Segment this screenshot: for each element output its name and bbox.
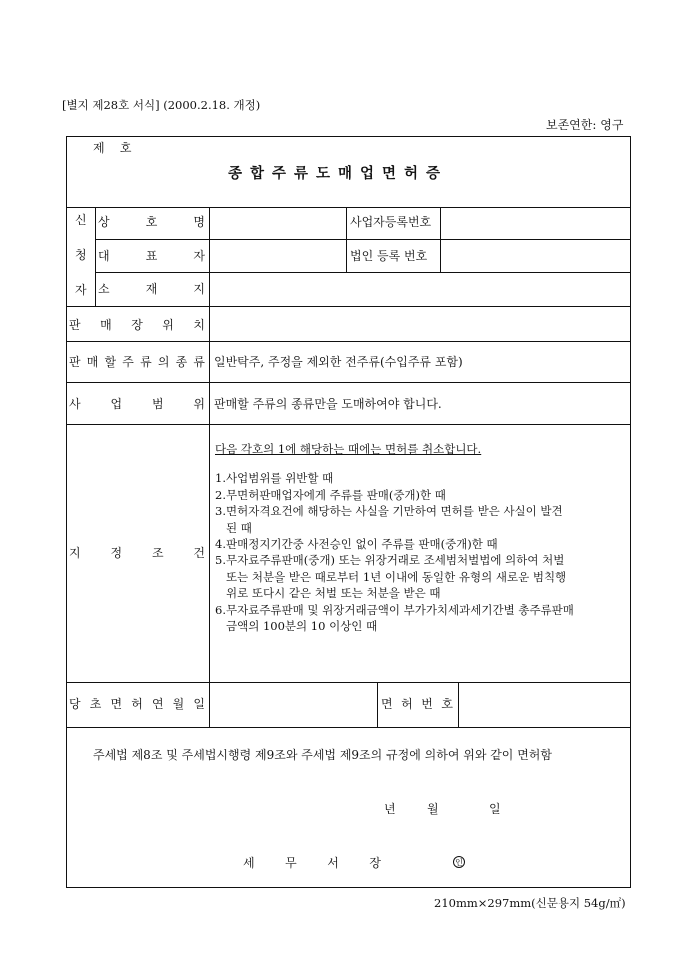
condition-line: 무자료주류판매 및 위장거래금액이 부가가치세과세기간별 총주류판매 [226, 602, 574, 617]
liquor-types-label [69, 355, 205, 369]
condition-number: 3. [215, 504, 226, 519]
license-number-label [381, 697, 453, 711]
condition-line: 사업범위를 위반할 때 [226, 471, 334, 486]
label-char: 표 [145, 249, 158, 263]
condition-line: 또는 처분을 받은 때로부터 1년 이내에 동일한 유형의 새로운 범칙행 [226, 569, 567, 584]
condition-text [226, 536, 498, 552]
original-license-date-label [69, 697, 205, 711]
condition-number: 6. [215, 602, 226, 617]
label-char: 류 [193, 355, 205, 369]
applicant-label-2: 청 [75, 248, 87, 262]
signatory-title [243, 856, 381, 870]
trade-name-label [98, 215, 205, 229]
condition-item [215, 602, 574, 635]
label-char: 류 [140, 355, 152, 369]
condition-text [226, 470, 333, 486]
label-char: 종 [175, 355, 188, 369]
label-char: 허 [131, 697, 143, 711]
label-char: 대 [98, 249, 110, 263]
label-char: 주 [122, 355, 134, 369]
label-char: 무 [285, 856, 297, 870]
condition-item [215, 536, 574, 552]
label-char: 면 [381, 697, 393, 711]
form-reference: [별지 제28호 서식] (2000.2.18. 개정) [62, 98, 261, 112]
condition-number: 2. [215, 487, 226, 502]
condition-text [226, 503, 563, 536]
liquor-types-value: 일반탁주, 주정을 제외한 전주류(수입주류 포함) [214, 355, 463, 369]
label-char: 지 [69, 546, 81, 560]
condition-number: 5. [215, 553, 226, 568]
condition-item [215, 503, 574, 536]
label-char: 의 [157, 355, 170, 369]
condition-number: 1. [215, 471, 226, 486]
corp-reg-no-label: 법인 등록 번호 [350, 249, 428, 263]
condition-text [226, 487, 446, 503]
condition-text [226, 552, 566, 601]
label-char: 매 [100, 318, 112, 332]
conditions-block [215, 441, 574, 634]
label-char: 면 [110, 697, 123, 711]
label-char: 연 [151, 697, 164, 711]
document-title: 종합주류도매업면허증 [228, 165, 449, 182]
label-char: 일 [193, 697, 205, 711]
condition-line: 된 때 [226, 520, 252, 535]
paper-spec: 210mm×297mm(신문용지 54g/㎡) [434, 896, 626, 910]
label-char: 지 [193, 282, 205, 296]
label-char: 서 [327, 856, 339, 870]
label-char: 장 [131, 318, 143, 332]
condition-line: 무자료주류판매(중개) 또는 위장거래로 조세범처벌법에 의하여 처벌 [226, 553, 565, 568]
label-char: 세 [243, 856, 255, 870]
label-char: 정 [110, 546, 123, 560]
label-char: 판 [69, 318, 81, 332]
seal-icon: 인 [453, 856, 465, 868]
label-char: 매 [86, 355, 99, 369]
label-char: 사 [69, 397, 81, 411]
condition-number: 4. [215, 537, 226, 552]
conditions-heading: 다음 각호의 1에 해당하는 때에는 면허를 취소합니다. [215, 442, 482, 456]
label-char: 판 [69, 355, 81, 369]
condition-item [215, 487, 574, 503]
label-char: 범 [151, 397, 164, 411]
label-char: 번 [421, 697, 433, 711]
condition-text [226, 602, 574, 635]
condition-item [215, 552, 574, 601]
label-char: 위 [193, 397, 205, 411]
business-scope-label [69, 397, 205, 411]
label-char: 명 [193, 215, 205, 229]
date-day: 일 [489, 802, 501, 816]
date-year: 년 [384, 802, 396, 816]
label-char: 할 [104, 355, 117, 369]
applicant-label-1: 신 [75, 213, 87, 227]
address-label [98, 282, 205, 296]
label-char: 호 [441, 697, 453, 711]
date-month: 월 [427, 802, 439, 816]
condition-line: 면허자격요건에 해당하는 사실을 기만하여 면허를 받은 사실이 발견 [226, 504, 563, 519]
condition-line: 판매정지기간중 사전승인 없이 주류를 판매(중개)한 때 [226, 537, 498, 552]
label-char: 위 [162, 318, 174, 332]
label-char: 업 [110, 397, 123, 411]
label-char: 월 [172, 697, 185, 711]
label-char: 소 [98, 282, 110, 296]
label-char: 자 [193, 249, 205, 263]
label-char: 호 [145, 215, 158, 229]
label-char: 재 [145, 282, 158, 296]
label-char: 치 [193, 318, 205, 332]
condition-line: 무면허판매업자에게 주류를 판매(중개)한 때 [226, 487, 446, 502]
label-char: 상 [98, 215, 110, 229]
sales-location-label [69, 318, 205, 332]
business-scope-value: 판매할 주류의 종류만을 도매하여야 합니다. [214, 397, 442, 411]
retention-period: 보존연한: 영구 [546, 118, 624, 132]
condition-line: 위로 또다시 같은 처벌 또는 처분을 받은 때 [226, 586, 441, 601]
label-char: 초 [89, 697, 102, 711]
label-char: 조 [151, 546, 164, 560]
condition-item [215, 470, 574, 486]
representative-label [98, 249, 205, 263]
label-char: 허 [401, 697, 413, 711]
conditions-label [69, 546, 205, 560]
label-char: 장 [369, 856, 381, 870]
document-number-label: 제 호 [93, 141, 132, 155]
label-char: 당 [69, 697, 81, 711]
business-reg-no-label: 사업자등록번호 [350, 215, 432, 229]
label-char: 건 [193, 546, 205, 560]
condition-line: 금액의 100분의 10 이상인 때 [226, 619, 378, 634]
legal-statement: 주세법 제8조 및 주세법시행령 제9조와 주세법 제9조의 규정에 의하여 위와 같이 면허함 [93, 748, 552, 762]
applicant-label-3: 자 [75, 283, 87, 297]
